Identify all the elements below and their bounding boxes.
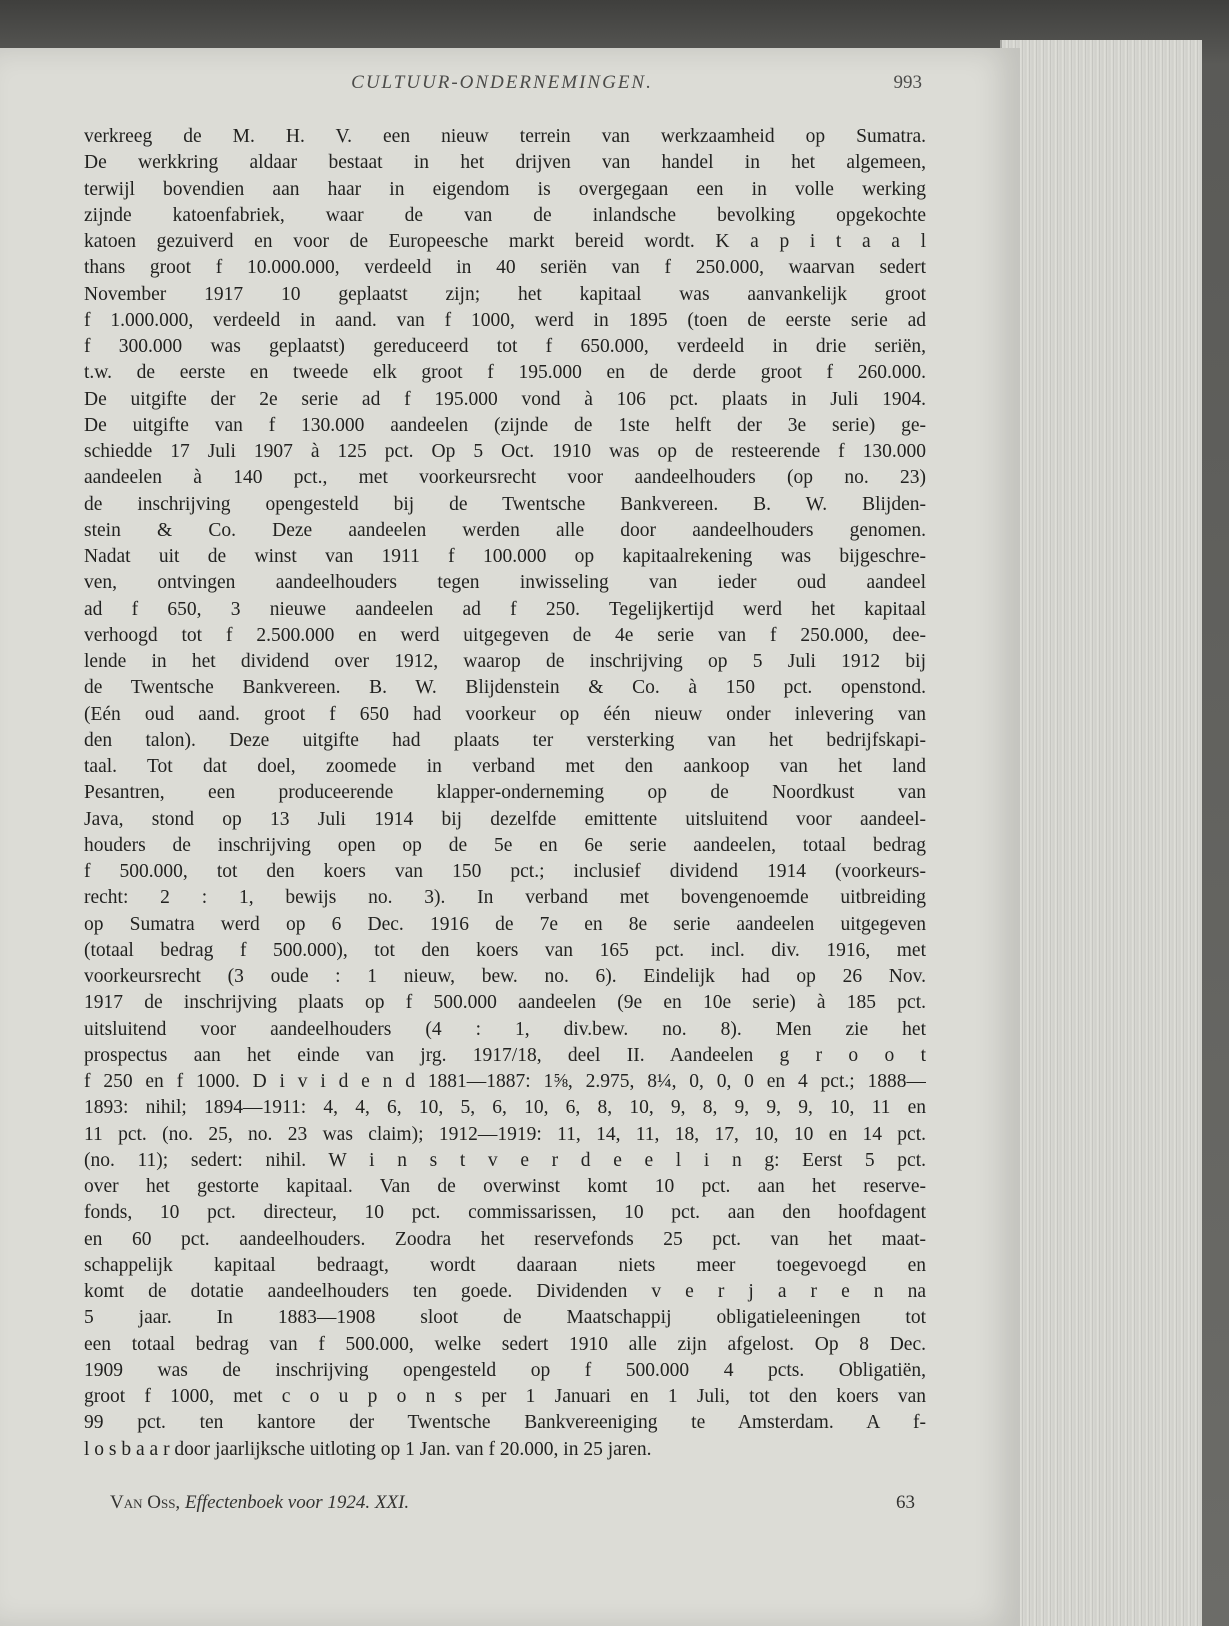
text-line: recht: 2 : 1, bewijs no. 3). In verband met bovengenoemde uitbreiding xyxy=(84,887,926,909)
text-line: 1917 de inschrijving plaats op f 500.000 aandeelen (9e en 10e serie) à 185 pct. xyxy=(84,992,926,1014)
footer-title: Effectenboek voor 1924. xyxy=(184,1492,371,1513)
text-line: De uitgifte der 2e serie ad f 195.000 vond à 106 pct. plaats in Juli 1904. xyxy=(84,388,926,410)
text-line: t.w. de eerste en tweede elk groot f 195.000 en de derde groot f 260.000. xyxy=(84,362,926,384)
text-line: groot f 1000, met c o u p o n s per 1 Januari en 1 Juli, tot den koers van xyxy=(84,1386,926,1407)
text-line: terwijl bovendien aan haar in eigendom is overgegaan een in volle werking xyxy=(84,178,926,200)
page-header xyxy=(82,72,922,100)
text-line: verhoogd tot f 2.500.000 en werd uitgegeven de 4e serie van f 250.000, dee- xyxy=(84,624,926,646)
text-line: prospectus aan het einde van jrg. 1917/18, deel II. Aandeelen g r o o t xyxy=(84,1044,926,1066)
text-line: een totaal bedrag van f 500.000, welke sedert 1910 alle zijn afgelost. Op 8 Dec. xyxy=(84,1333,926,1355)
page-footer xyxy=(110,1492,915,1522)
text-line: de Twentsche Bankvereen. B. W. Blijdenstein & Co. à 150 pct. openstond. xyxy=(84,677,926,699)
text-line: (Eén oud aand. groot f 650 had voorkeur op één nieuw onder inlevering van xyxy=(84,703,926,725)
text-line: 1909 was de inschrijving opengesteld op f 500.000 4 pcts. Obligatiën, xyxy=(84,1359,926,1381)
text-line: schiedde 17 Juli 1907 à 125 pct. Op 5 Oct. 1910 was op de resteerende f 130.000 xyxy=(84,441,926,462)
text-line: ven, ontvingen aandeelhouders tegen inwisseling van ieder oud aandeel xyxy=(84,572,926,594)
text-line: 5 jaar. In 1883—1908 sloot de Maatschappij obligatieleeningen tot xyxy=(84,1307,926,1329)
text-line: houders de inschrijving open op de 5e en 6e serie aandeelen, totaal bedrag xyxy=(84,834,926,856)
text-line: lende in het dividend over 1912, waarop de inschrijving op 5 Juli 1912 bij xyxy=(84,651,926,672)
text-line: en 60 pct. aandeelhouders. Zoodra het reservefonds 25 pct. van het maat- xyxy=(84,1228,926,1250)
text-line: De uitgifte van f 130.000 aandeelen (zijnde de 1ste helft der 3e serie) ge- xyxy=(84,414,926,436)
text-line: over het gestorte kapitaal. Van de overwinst komt 10 pct. aan het reserve- xyxy=(84,1176,926,1197)
running-head: CULTUUR-ONDERNEMINGEN. xyxy=(351,72,653,93)
text-line: De werkkring aldaar bestaat in het drijven van handel in het algemeen, xyxy=(84,152,926,174)
text-line: Nadat uit de winst van 1911 f 100.000 op kapitaalrekening was bijgeschre- xyxy=(84,546,926,567)
text-line: ad f 650, 3 nieuwe aandeelen ad f 250. Tegelijkertijd werd het kapitaal xyxy=(84,598,926,620)
text-line: Pesantren, een produceerende klapper-onderneming op de Noordkust van xyxy=(84,782,926,804)
text-line: thans groot f 10.000.000, verdeeld in 40 seriën van f 250.000, waarvan sedert xyxy=(84,257,926,279)
text-line: stein & Co. Deze aandeelen werden alle door aandeelhouders genomen. xyxy=(84,519,926,541)
text-line: f 300.000 was geplaatst) gereduceerd tot f 650.000, verdeeld in drie seriën, xyxy=(84,336,926,357)
text-line: aandeelen à 140 pct., met voorkeursrecht voor aandeelhouders (op no. 23) xyxy=(84,467,926,489)
text-line: f 250 en f 1000. D i v i d e n d 1881—1887: 1⅝, 2.975, 8¼, 0, 0, 0 en 4 pct.; 1888— xyxy=(84,1071,926,1092)
book-page-edges xyxy=(1000,40,1202,1626)
text-line: komt de dotatie aandeelhouders ten goede. Dividenden v e r j a r e n na xyxy=(84,1281,926,1302)
text-line: f 500.000, tot den koers van 150 pct.; inclusief dividend 1914 (voorkeurs- xyxy=(84,861,926,882)
page-number: 993 xyxy=(893,72,922,93)
text-line: uitsluitend voor aandeelhouders (4 : 1, div.bew. no. 8). Men zie het xyxy=(84,1018,926,1040)
text-line: fonds, 10 pct. directeur, 10 pct. commissarissen, 10 pct. aan den hoofdagent xyxy=(84,1202,926,1224)
text-line: de inschrijving opengesteld bij de Twentsche Bankvereen. B. W. Blijden- xyxy=(84,493,926,515)
text-line: den talon). Deze uitgifte had plaats ter versterking van het bedrijfskapi- xyxy=(84,729,926,751)
text-line: (no. 11); sedert: nihil. W i n s t v e r d e e l i n g: Eerst 5 pct. xyxy=(84,1149,926,1171)
text-line: schappelijk kapitaal bedraagt, wordt daaraan niets meer toegevoegd en xyxy=(84,1254,926,1276)
text-line: f 1.000.000, verdeeld in aand. van f 1000, werd in 1895 (toen de eerste serie ad xyxy=(84,309,926,331)
body-text xyxy=(84,124,926,1463)
text-line: op Sumatra werd op 6 Dec. 1916 de 7e en 8e serie aandeelen uitgegeven xyxy=(84,913,926,935)
text-line: voorkeursrecht (3 oude : 1 nieuw, bew. no. 6). Eindelijk had op 26 Nov. xyxy=(84,966,926,987)
footer-signature-mark: 63 xyxy=(896,1492,915,1513)
text-line: (totaal bedrag f 500.000), tot den koers van 165 pct. incl. div. 1916, met xyxy=(84,939,926,961)
text-line: 99 pct. ten kantore der Twentsche Bankvereeniging te Amsterdam. A f- xyxy=(84,1412,926,1434)
text-line: 1893: nihil; 1894—1911: 4, 4, 6, 10, 5, 6, 10, 6, 8, 10, 9, 8, 9, 9, 9, 10, 11 en xyxy=(84,1097,926,1119)
text-line: zijnde katoenfabriek, waar de van de inlandsche bevolking opgekochte xyxy=(84,204,926,226)
text-line: l o s b a a r door jaarlijksche uitloting op 1 Jan. van f 20.000, in 25 jaren. xyxy=(84,1438,652,1460)
text-line: Java, stond op 13 Juli 1914 bij dezelfde emittente uitsluitend voor aandeel- xyxy=(84,808,926,830)
text-line: verkreeg de M. H. V. een nieuw terrein van werkzaamheid op Sumatra. xyxy=(84,126,926,147)
text-line: 11 pct. (no. 25, no. 23 was claim); 1912—1919: 11, 14, 11, 18, 17, 10, 10 en 14 pct. xyxy=(84,1123,926,1145)
footer-volume: XXI. xyxy=(374,1492,410,1513)
text-line: katoen gezuiverd en voor de Europeesche markt bereid wordt. K a p i t a a l xyxy=(84,231,926,252)
footer-reference xyxy=(110,1492,409,1514)
text-line: taal. Tot dat doel, zoomede in verband met den aankoop van het land xyxy=(84,756,926,777)
footer-author: Van Oss, xyxy=(110,1492,181,1513)
text-line: November 1917 10 geplaatst zijn; het kapitaal was aanvankelijk groot xyxy=(84,283,926,305)
